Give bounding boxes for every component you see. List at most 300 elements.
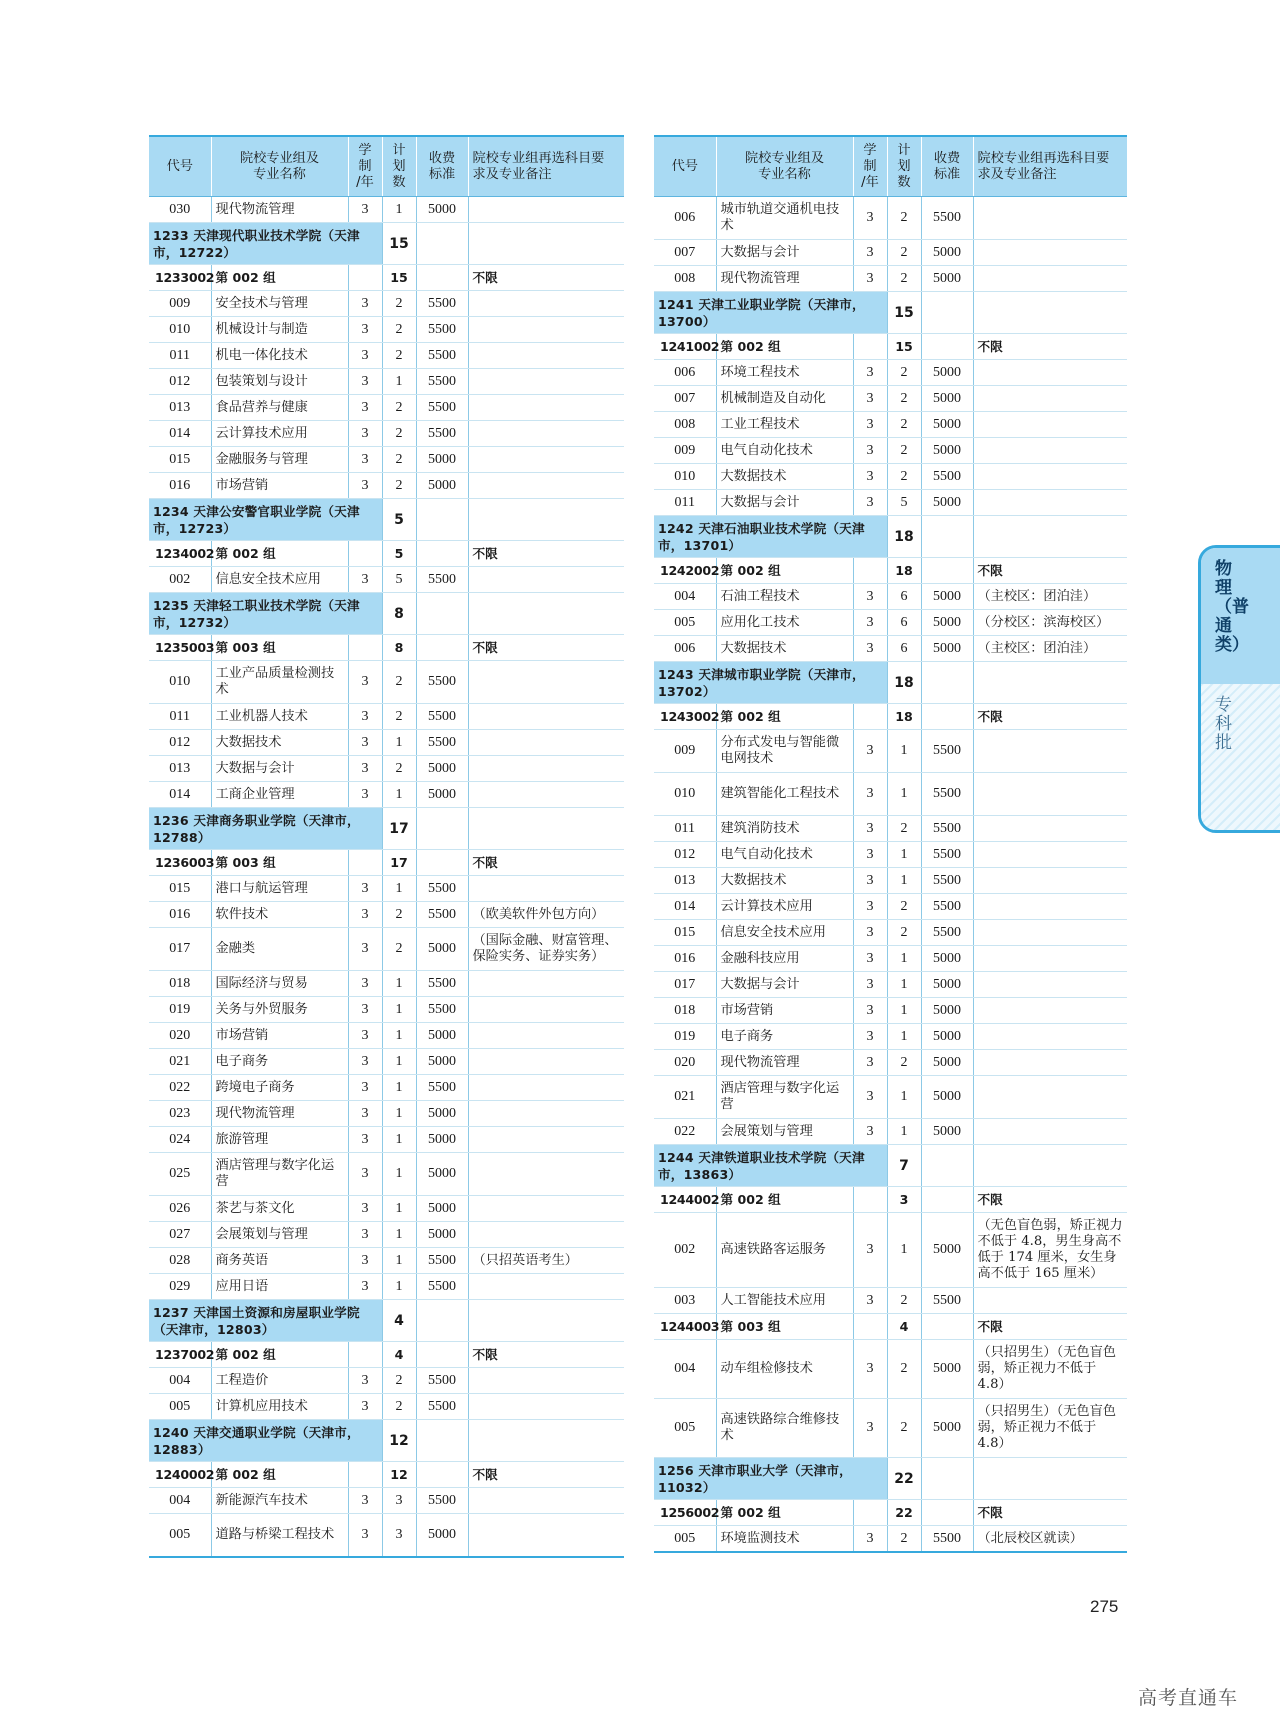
major-code: 005 bbox=[654, 1399, 716, 1458]
major-plan: 6 bbox=[887, 636, 921, 662]
major-code: 007 bbox=[654, 240, 716, 266]
group-name: 第 002 组 bbox=[716, 704, 853, 730]
table-row bbox=[149, 1127, 624, 1153]
table-row bbox=[654, 584, 1127, 610]
major-plan: 1 bbox=[382, 730, 416, 756]
major-code: 013 bbox=[149, 756, 211, 782]
major-name: 大数据与会计 bbox=[716, 240, 853, 266]
major-name: 商务英语 bbox=[211, 1248, 348, 1274]
major-years: 3 bbox=[348, 1049, 382, 1075]
major-name: 港口与航运管理 bbox=[211, 876, 348, 902]
major-note bbox=[973, 868, 1127, 894]
major-code: 015 bbox=[654, 920, 716, 946]
table-row bbox=[149, 661, 624, 704]
group-name: 第 003 组 bbox=[716, 1314, 853, 1340]
school-fee-cell bbox=[416, 808, 468, 850]
group-years-cell bbox=[348, 1342, 382, 1368]
major-years: 3 bbox=[348, 1248, 382, 1274]
major-plan: 2 bbox=[887, 816, 921, 842]
right-table-body bbox=[654, 197, 1127, 1553]
major-fee: 5000 bbox=[921, 972, 973, 998]
major-fee: 5500 bbox=[416, 369, 468, 395]
major-years: 3 bbox=[853, 773, 887, 816]
major-code: 014 bbox=[149, 782, 211, 808]
table-row bbox=[149, 1153, 624, 1196]
major-fee: 5500 bbox=[416, 704, 468, 730]
school-name: 1234 天津公安警官职业学院（天津市，12723） bbox=[149, 499, 382, 541]
major-years: 3 bbox=[853, 1399, 887, 1458]
major-plan: 1 bbox=[382, 876, 416, 902]
major-years: 3 bbox=[853, 1340, 887, 1399]
group-fee-cell bbox=[416, 850, 468, 876]
major-fee: 5000 bbox=[921, 386, 973, 412]
group-name: 第 002 组 bbox=[716, 1187, 853, 1213]
major-plan: 2 bbox=[887, 1340, 921, 1399]
major-fee: 5500 bbox=[416, 395, 468, 421]
major-code: 006 bbox=[654, 636, 716, 662]
major-code: 027 bbox=[149, 1222, 211, 1248]
header-plan: 计 划 数 bbox=[887, 136, 921, 197]
major-plan: 2 bbox=[382, 928, 416, 971]
major-note: （无色盲色弱，矫正视力不低于 4.8，男生身高不低于 174 厘米，女生身高不低于 165 厘米） bbox=[973, 1213, 1127, 1288]
major-plan: 1 bbox=[382, 1023, 416, 1049]
school-note-cell bbox=[973, 1145, 1127, 1187]
table-row bbox=[654, 868, 1127, 894]
major-code: 010 bbox=[149, 661, 211, 704]
major-years: 3 bbox=[348, 704, 382, 730]
group-note: 不限 bbox=[468, 265, 624, 291]
major-name: 云计算技术应用 bbox=[211, 421, 348, 447]
group-plan: 15 bbox=[887, 334, 921, 360]
major-note: （主校区：团泊洼） bbox=[973, 584, 1127, 610]
major-plan: 2 bbox=[382, 1368, 416, 1394]
major-plan: 1 bbox=[382, 997, 416, 1023]
school-note-cell bbox=[468, 499, 624, 541]
major-name: 动车组检修技术 bbox=[716, 1340, 853, 1399]
major-note bbox=[973, 197, 1127, 240]
major-plan: 1 bbox=[382, 1274, 416, 1300]
major-years: 3 bbox=[348, 291, 382, 317]
major-plan: 1 bbox=[382, 1153, 416, 1196]
school-name: 1233 天津现代职业技术学院（天津市，12722） bbox=[149, 223, 382, 265]
major-years: 3 bbox=[348, 567, 382, 593]
major-code: 019 bbox=[149, 997, 211, 1023]
group-years-cell bbox=[348, 541, 382, 567]
major-plan: 2 bbox=[382, 447, 416, 473]
major-name: 应用化工技术 bbox=[716, 610, 853, 636]
major-note: （只招男生）（无色盲色弱，矫正视力不低于 4.8） bbox=[973, 1340, 1127, 1399]
major-plan: 5 bbox=[887, 490, 921, 516]
major-code: 023 bbox=[149, 1101, 211, 1127]
school-fee-cell bbox=[921, 662, 973, 704]
group-name: 第 002 组 bbox=[716, 558, 853, 584]
table-row bbox=[654, 920, 1127, 946]
major-note bbox=[973, 412, 1127, 438]
major-code: 014 bbox=[654, 894, 716, 920]
major-plan: 1 bbox=[382, 1101, 416, 1127]
major-fee: 5000 bbox=[416, 782, 468, 808]
major-years: 3 bbox=[348, 730, 382, 756]
major-code: 012 bbox=[149, 730, 211, 756]
major-note bbox=[468, 291, 624, 317]
major-name: 国际经济与贸易 bbox=[211, 971, 348, 997]
school-fee-cell bbox=[416, 1420, 468, 1462]
major-fee: 5500 bbox=[416, 730, 468, 756]
major-plan: 1 bbox=[382, 197, 416, 223]
major-years: 3 bbox=[348, 317, 382, 343]
group-name: 第 002 组 bbox=[211, 1462, 348, 1488]
major-note bbox=[468, 317, 624, 343]
school-name: 1242 天津石油职业技术学院（天津市，13701） bbox=[654, 516, 887, 558]
major-code: 021 bbox=[654, 1076, 716, 1119]
major-name: 工程造价 bbox=[211, 1368, 348, 1394]
header-years: 学 制 /年 bbox=[853, 136, 887, 197]
major-fee: 5000 bbox=[921, 946, 973, 972]
major-fee: 5000 bbox=[416, 1023, 468, 1049]
major-note bbox=[468, 1075, 624, 1101]
major-name: 大数据技术 bbox=[716, 868, 853, 894]
table-row bbox=[149, 928, 624, 971]
major-name: 大数据技术 bbox=[716, 464, 853, 490]
major-years: 3 bbox=[853, 1119, 887, 1145]
major-code: 026 bbox=[149, 1196, 211, 1222]
school-name: 1240 天津交通职业学院（天津市，12883） bbox=[149, 1420, 382, 1462]
major-plan: 2 bbox=[382, 902, 416, 928]
major-code: 004 bbox=[654, 584, 716, 610]
major-name: 建筑智能化工程技术 bbox=[716, 773, 853, 816]
group-note: 不限 bbox=[468, 541, 624, 567]
major-code: 017 bbox=[149, 928, 211, 971]
major-note bbox=[973, 1024, 1127, 1050]
major-name: 云计算技术应用 bbox=[716, 894, 853, 920]
major-code: 014 bbox=[149, 421, 211, 447]
table-row bbox=[149, 704, 624, 730]
school-plan: 15 bbox=[887, 292, 921, 334]
major-fee: 5000 bbox=[416, 1196, 468, 1222]
major-years: 3 bbox=[853, 1213, 887, 1288]
major-years: 3 bbox=[853, 946, 887, 972]
major-note bbox=[468, 1488, 624, 1514]
major-note bbox=[468, 876, 624, 902]
major-years: 3 bbox=[348, 661, 382, 704]
major-years: 3 bbox=[853, 920, 887, 946]
major-plan: 3 bbox=[382, 1514, 416, 1558]
major-name: 市场营销 bbox=[211, 1023, 348, 1049]
major-years: 3 bbox=[853, 490, 887, 516]
school-plan: 5 bbox=[382, 499, 416, 541]
table-row bbox=[149, 567, 624, 593]
table-row bbox=[149, 421, 624, 447]
major-years: 3 bbox=[348, 1368, 382, 1394]
major-code: 009 bbox=[654, 730, 716, 773]
group-row bbox=[654, 558, 1127, 584]
major-plan: 1 bbox=[382, 971, 416, 997]
group-plan: 4 bbox=[887, 1314, 921, 1340]
header-code: 代号 bbox=[149, 136, 211, 197]
school-fee-cell bbox=[416, 499, 468, 541]
major-note bbox=[973, 920, 1127, 946]
major-name: 工商企业管理 bbox=[211, 782, 348, 808]
major-note bbox=[973, 464, 1127, 490]
major-fee: 5000 bbox=[416, 1101, 468, 1127]
school-note-cell bbox=[468, 223, 624, 265]
group-row bbox=[654, 704, 1127, 730]
admission-table-left bbox=[149, 135, 624, 1558]
table-row bbox=[654, 636, 1127, 662]
major-years: 3 bbox=[348, 1196, 382, 1222]
school-row bbox=[654, 662, 1127, 704]
major-code: 022 bbox=[654, 1119, 716, 1145]
table-row bbox=[654, 412, 1127, 438]
major-years: 3 bbox=[853, 636, 887, 662]
side-tab-title: 物理（普通类） bbox=[1215, 559, 1249, 655]
major-plan: 6 bbox=[887, 584, 921, 610]
major-years: 3 bbox=[853, 438, 887, 464]
group-code: 1235003 bbox=[149, 635, 211, 661]
major-years: 3 bbox=[348, 369, 382, 395]
school-name: 1236 天津商务职业学院（天津市，12788） bbox=[149, 808, 382, 850]
major-plan: 2 bbox=[382, 473, 416, 499]
group-note: 不限 bbox=[468, 850, 624, 876]
major-name: 食品营养与健康 bbox=[211, 395, 348, 421]
group-code: 1240002 bbox=[149, 1462, 211, 1488]
group-fee-cell bbox=[416, 541, 468, 567]
admission-table-right bbox=[654, 135, 1127, 1553]
header-plan: 计 划 数 bbox=[382, 136, 416, 197]
table-row bbox=[654, 894, 1127, 920]
major-years: 3 bbox=[348, 197, 382, 223]
major-fee: 5000 bbox=[416, 1127, 468, 1153]
table-row bbox=[654, 972, 1127, 998]
major-plan: 5 bbox=[382, 567, 416, 593]
major-note bbox=[468, 1049, 624, 1075]
major-name: 机电一体化技术 bbox=[211, 343, 348, 369]
table-row bbox=[654, 240, 1127, 266]
major-note bbox=[973, 946, 1127, 972]
table-row bbox=[654, 610, 1127, 636]
major-years: 3 bbox=[348, 1274, 382, 1300]
major-name: 信息安全技术应用 bbox=[716, 920, 853, 946]
major-code: 024 bbox=[149, 1127, 211, 1153]
major-fee: 5000 bbox=[416, 197, 468, 223]
table-row bbox=[654, 464, 1127, 490]
major-fee: 5000 bbox=[921, 412, 973, 438]
school-fee-cell bbox=[921, 1458, 973, 1500]
table-row bbox=[149, 395, 624, 421]
major-name: 旅游管理 bbox=[211, 1127, 348, 1153]
table-row bbox=[149, 730, 624, 756]
major-plan: 1 bbox=[382, 369, 416, 395]
school-note-cell bbox=[973, 662, 1127, 704]
major-code: 021 bbox=[149, 1049, 211, 1075]
group-fee-cell bbox=[921, 334, 973, 360]
group-note: 不限 bbox=[973, 1187, 1127, 1213]
major-fee: 5000 bbox=[416, 756, 468, 782]
major-code: 009 bbox=[654, 438, 716, 464]
major-years: 3 bbox=[348, 447, 382, 473]
major-fee: 5500 bbox=[416, 1248, 468, 1274]
major-plan: 1 bbox=[887, 842, 921, 868]
major-code: 012 bbox=[149, 369, 211, 395]
table-header-row bbox=[149, 136, 624, 197]
major-name: 金融类 bbox=[211, 928, 348, 971]
school-name: 1256 天津市职业大学（天津市，11032） bbox=[654, 1458, 887, 1500]
table-row bbox=[149, 1023, 624, 1049]
left-table-body bbox=[149, 197, 624, 1558]
table-row bbox=[654, 1050, 1127, 1076]
major-code: 018 bbox=[149, 971, 211, 997]
group-row bbox=[654, 1500, 1127, 1526]
major-plan: 1 bbox=[887, 1213, 921, 1288]
table-row bbox=[654, 1119, 1127, 1145]
group-fee-cell bbox=[921, 1314, 973, 1340]
table-row bbox=[654, 490, 1127, 516]
major-years: 3 bbox=[853, 842, 887, 868]
major-plan: 2 bbox=[382, 317, 416, 343]
major-fee: 5000 bbox=[416, 473, 468, 499]
major-fee: 5500 bbox=[921, 816, 973, 842]
major-name: 电气自动化技术 bbox=[716, 842, 853, 868]
table-row bbox=[149, 1488, 624, 1514]
major-plan: 1 bbox=[887, 1119, 921, 1145]
major-name: 大数据技术 bbox=[211, 730, 348, 756]
major-note bbox=[468, 730, 624, 756]
school-note-cell bbox=[468, 808, 624, 850]
group-row bbox=[654, 334, 1127, 360]
major-fee: 5000 bbox=[921, 1399, 973, 1458]
major-name: 包装策划与设计 bbox=[211, 369, 348, 395]
major-years: 3 bbox=[348, 395, 382, 421]
major-fee: 5500 bbox=[416, 421, 468, 447]
major-name: 现代物流管理 bbox=[716, 1050, 853, 1076]
major-years: 3 bbox=[853, 240, 887, 266]
group-row bbox=[149, 1462, 624, 1488]
group-plan: 17 bbox=[382, 850, 416, 876]
group-name: 第 002 组 bbox=[211, 541, 348, 567]
major-code: 002 bbox=[149, 567, 211, 593]
major-fee: 5500 bbox=[921, 842, 973, 868]
major-note bbox=[973, 730, 1127, 773]
major-fee: 5000 bbox=[921, 998, 973, 1024]
major-fee: 5000 bbox=[921, 1076, 973, 1119]
school-row bbox=[149, 1420, 624, 1462]
major-years: 3 bbox=[853, 360, 887, 386]
major-plan: 2 bbox=[887, 1288, 921, 1314]
group-name: 第 003 组 bbox=[211, 850, 348, 876]
major-code: 018 bbox=[654, 998, 716, 1024]
major-years: 3 bbox=[348, 1023, 382, 1049]
major-plan: 2 bbox=[887, 464, 921, 490]
group-fee-cell bbox=[416, 635, 468, 661]
group-plan: 3 bbox=[887, 1187, 921, 1213]
major-plan: 2 bbox=[887, 360, 921, 386]
major-note bbox=[468, 1368, 624, 1394]
major-years: 3 bbox=[853, 816, 887, 842]
major-fee: 5000 bbox=[416, 928, 468, 971]
school-note-cell bbox=[973, 292, 1127, 334]
major-note bbox=[468, 1023, 624, 1049]
major-code: 016 bbox=[149, 473, 211, 499]
major-fee: 5000 bbox=[416, 447, 468, 473]
group-fee-cell bbox=[921, 1187, 973, 1213]
major-plan: 2 bbox=[887, 412, 921, 438]
group-code: 1237002 bbox=[149, 1342, 211, 1368]
major-plan: 1 bbox=[887, 998, 921, 1024]
school-plan: 17 bbox=[382, 808, 416, 850]
school-plan: 22 bbox=[887, 1458, 921, 1500]
header-notes: 院校专业组再选科目要 求及专业备注 bbox=[468, 136, 624, 197]
major-code: 016 bbox=[654, 946, 716, 972]
group-years-cell bbox=[348, 850, 382, 876]
major-code: 020 bbox=[654, 1050, 716, 1076]
major-years: 3 bbox=[853, 266, 887, 292]
major-years: 3 bbox=[853, 1050, 887, 1076]
school-fee-cell bbox=[416, 593, 468, 635]
major-name: 会展策划与管理 bbox=[211, 1222, 348, 1248]
left-column bbox=[149, 135, 624, 1558]
school-fee-cell bbox=[416, 1300, 468, 1342]
table-row bbox=[654, 1340, 1127, 1399]
major-plan: 2 bbox=[887, 1526, 921, 1553]
major-fee: 5000 bbox=[921, 584, 973, 610]
major-fee: 5000 bbox=[416, 1049, 468, 1075]
header-code: 代号 bbox=[654, 136, 716, 197]
major-note bbox=[468, 971, 624, 997]
group-code: 1236003 bbox=[149, 850, 211, 876]
major-years: 3 bbox=[853, 1288, 887, 1314]
major-note bbox=[468, 661, 624, 704]
group-years-cell bbox=[853, 1187, 887, 1213]
table-row bbox=[654, 1288, 1127, 1314]
table-row bbox=[149, 197, 624, 223]
major-code: 002 bbox=[654, 1213, 716, 1288]
major-years: 3 bbox=[853, 412, 887, 438]
major-code: 011 bbox=[654, 816, 716, 842]
group-plan: 15 bbox=[382, 265, 416, 291]
major-note bbox=[973, 998, 1127, 1024]
major-plan: 3 bbox=[382, 1488, 416, 1514]
major-name: 会展策划与管理 bbox=[716, 1119, 853, 1145]
major-fee: 5000 bbox=[921, 240, 973, 266]
major-name: 工业产品质量检测技术 bbox=[211, 661, 348, 704]
major-note bbox=[973, 240, 1127, 266]
major-plan: 2 bbox=[382, 291, 416, 317]
school-plan: 18 bbox=[887, 516, 921, 558]
major-years: 3 bbox=[853, 1526, 887, 1553]
group-years-cell bbox=[853, 558, 887, 584]
major-name: 金融服务与管理 bbox=[211, 447, 348, 473]
major-name: 人工智能技术应用 bbox=[716, 1288, 853, 1314]
major-plan: 1 bbox=[887, 1024, 921, 1050]
major-name: 环境监测技术 bbox=[716, 1526, 853, 1553]
major-note bbox=[468, 1222, 624, 1248]
major-name: 信息安全技术应用 bbox=[211, 567, 348, 593]
major-fee: 5000 bbox=[921, 1340, 973, 1399]
major-code: 006 bbox=[654, 360, 716, 386]
major-name: 大数据与会计 bbox=[716, 972, 853, 998]
major-years: 3 bbox=[853, 1024, 887, 1050]
major-years: 3 bbox=[853, 972, 887, 998]
major-plan: 2 bbox=[887, 240, 921, 266]
major-fee: 5500 bbox=[921, 1526, 973, 1553]
major-name: 茶艺与茶文化 bbox=[211, 1196, 348, 1222]
major-fee: 5000 bbox=[416, 1514, 468, 1558]
major-code: 030 bbox=[149, 197, 211, 223]
major-code: 008 bbox=[654, 412, 716, 438]
group-plan: 8 bbox=[382, 635, 416, 661]
group-years-cell bbox=[853, 1500, 887, 1526]
school-row bbox=[149, 223, 624, 265]
